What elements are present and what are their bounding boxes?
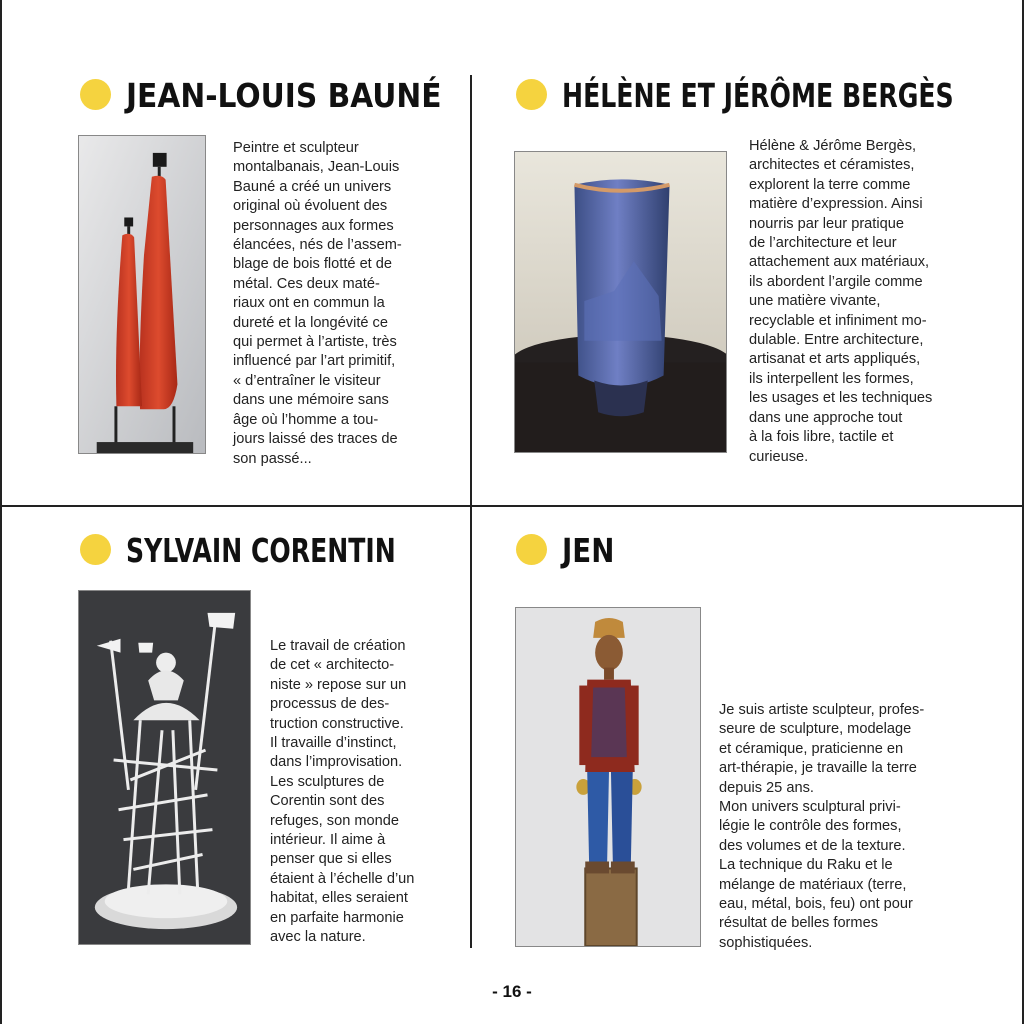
red-figures-sculpture-image xyxy=(79,136,205,453)
page-border-left xyxy=(0,0,2,1024)
blue-vase-image xyxy=(515,152,726,452)
page-number: - 16 - xyxy=(492,982,532,1001)
yellow-bullet-icon xyxy=(516,79,547,110)
artist-bio: Je suis artiste sculpteur, profes- seure de sculpture, modelage et céramique, praticienne en art-thérapie, je travaille la terre depuis 25 ans. Mon univers sculptural privi- légie le contrôle des formes, des volumes et de la texture. La technique du Raku et le mélange de matériaux (terre, eau, métal, bois, feu) ont pour résultat de belles formes sophistiquées. xyxy=(719,702,925,951)
artist-bio: Hélène & Jérôme Bergès, architectes et céramistes, explorent la terre comme matière d’expression. Ainsi nourris par leur pratique de l’architecture et leur attachement aux matériaux, ils abordent l’argile comme une matière vivante, recyclable et infiniment mo- dulable. Entre architecture, artisanat et arts appliqués, ils interpellent les formes, les usages et les techniques dans une approche tout à la fois libre, tactile et curieuse. xyxy=(749,138,933,465)
artist-name-heading: HÉLÈNE ET JÉRÔME BERGÈS xyxy=(562,76,954,115)
artist-name-heading: SYLVAIN CORENTIN xyxy=(126,531,396,570)
artist-name-heading: JEAN-LOUIS BAUNÉ xyxy=(126,76,442,115)
horizontal-divider xyxy=(0,505,1024,507)
raku-figure-image xyxy=(516,608,700,946)
artist-bio: Peintre et sculpteur montalbanais, Jean-Louis Bauné a créé un univers original où évoluent des personnages aux formes élancées, nés de l’assem- blage de bois flotté et de métal. Ces deux maté- riaux ont en commun la dureté et la longévité ce qui permet à l’artiste, très influencé par l’art primitif, « d’entraîner le visiteur dans une mémoire sans âge où l’homme a tou- jours laissé des traces de son passé... xyxy=(233,140,402,467)
yellow-bullet-icon xyxy=(516,534,547,565)
artist-name-heading: JEN xyxy=(562,531,615,570)
vertical-divider-top xyxy=(470,75,472,505)
white-tower-image xyxy=(79,591,250,944)
yellow-bullet-icon xyxy=(80,534,111,565)
artist-bio: Le travail de création de cet « architecto- niste » repose sur un processus de des- truction constructive. Il travaille d’instinct, dans l’improvisation. Les sculptures de Corentin sont des refuges, son monde intérieur. Il aime à penser que si elles étaient à l’échelle d’un habitat, elles seraient en parfaite harmonie avec la nature. xyxy=(270,638,415,946)
yellow-bullet-icon xyxy=(80,79,111,110)
artwork-photo xyxy=(78,590,251,945)
artwork-photo xyxy=(514,151,727,453)
artwork-photo xyxy=(515,607,701,947)
vertical-divider-bottom xyxy=(470,507,472,948)
artwork-photo xyxy=(78,135,206,454)
